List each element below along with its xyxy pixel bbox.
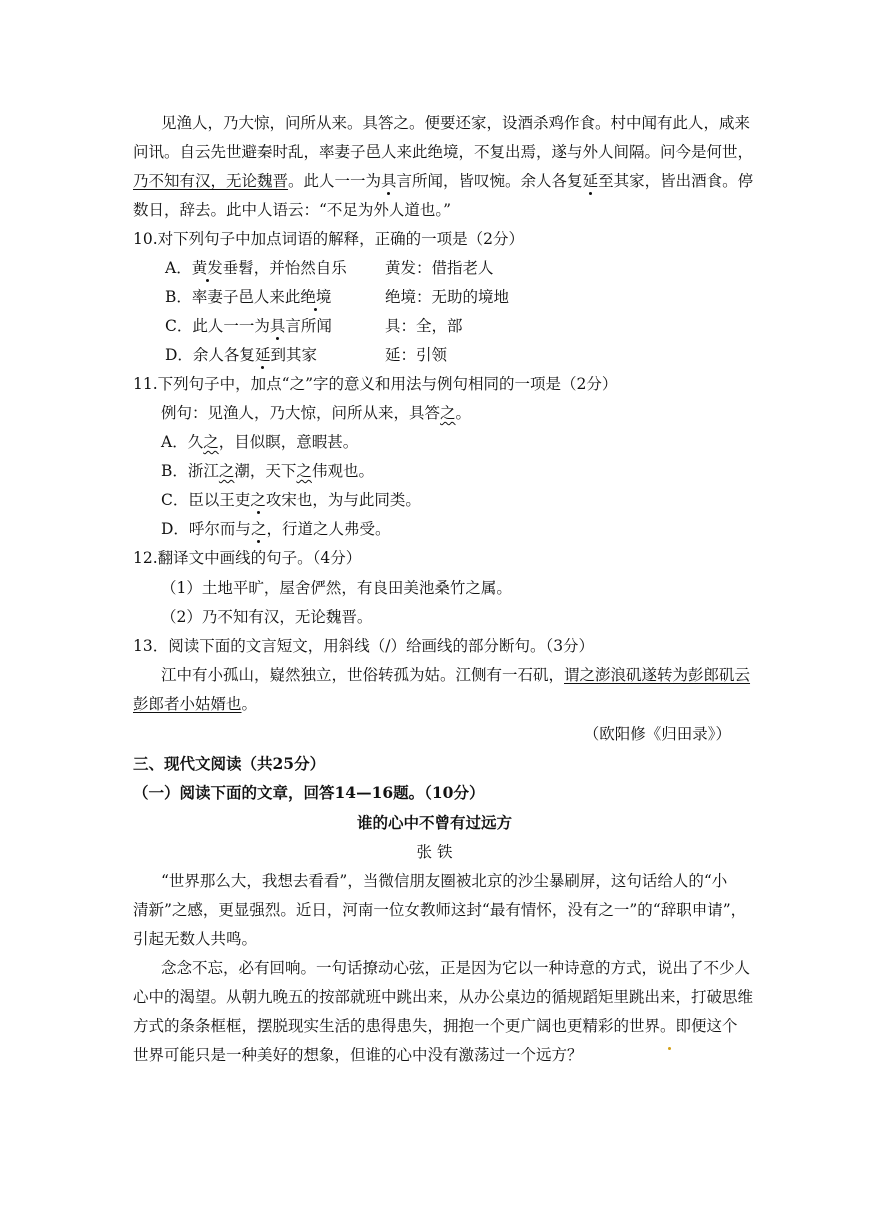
q10-option-b: B．率妻子邑人来此绝境: [165, 288, 332, 306]
article-p1-line-3: 引起无数人共鸣。: [133, 930, 258, 948]
q11-option-d: D．呼尔而与之，行道之人弗受。: [161, 520, 391, 538]
passage-line-1: 见渔人，乃大惊，问所从来。具答之。便要还家，设酒杀鸡作食。村中闻有此人，咸来: [161, 114, 751, 132]
q11-example: 例句：见渔人，乃大惊，问所从来，具答之。: [161, 404, 472, 422]
q11-option-b: B．浙江之潮，天下之伟观也。: [161, 462, 374, 480]
question-12-stem: 12.翻译文中画线的句子。（4分）: [133, 549, 362, 567]
q10-option-a: A．黄发垂髫，并怡然自乐: [165, 259, 347, 277]
passage-line-3: 乃不知有汉，无论魏晋。此人一一为具言所闻，皆叹惋。余人各复延至其家，皆出酒食。停: [133, 172, 754, 190]
section-3-subheading: （一）阅读下面的文章，回答14—16题。（10分）: [133, 783, 485, 802]
q13-source: （欧阳修《归田录》）: [583, 725, 731, 743]
q10-option-b-explanation: 绝境：无助的境地: [385, 288, 510, 306]
passage-line-4: 数日，辞去。此中人语云：“不足为外人道也。”: [133, 201, 452, 219]
article-p2-line-1: 念念不忘，必有回响。一句话撩动心弦，正是因为它以一种诗意的方式，说出了不少人: [161, 959, 751, 977]
q12-sentence-2: （2）乃不知有汉，无论魏晋。: [161, 608, 373, 626]
article-p2-line-2: 心中的渴望。从朝九晚五的按部就班中跳出来，从办公桌边的循规蹈矩里跳出来，打破思维: [133, 988, 754, 1006]
article-p2-line-3: 方式的条条框框，摆脱现实生活的患得患失，拥抱一个更广阔也更精彩的世界。即便这个: [133, 1017, 738, 1035]
dotted-word: 延: [582, 172, 599, 190]
q10-option-d: D．余人各复延到其家: [165, 346, 317, 364]
q10-option-c-explanation: 具：全，部: [385, 317, 463, 335]
q12-sentence-1: （1）土地平旷，屋舍俨然，有良田美池桑竹之属。: [161, 579, 512, 597]
question-10-stem: 10.对下列句子中加点词语的解释，正确的一项是（2分）: [133, 230, 525, 248]
q10-option-d-explanation: 延：引领: [385, 346, 448, 364]
passage-line-2: 问讯。自云先世避秦时乱，率妻子邑人来此绝境，不复出焉，遂与外人间隔。问今是何世，: [133, 143, 754, 161]
q10-option-a-explanation: 黄发：借指老人: [385, 259, 494, 277]
q13-text-line-2: 彭郎者小姑婿也。: [133, 695, 258, 713]
article-title: 谁的心中不曾有过远方: [356, 813, 512, 832]
section-3-heading: 三、现代文阅读（共25分）: [133, 754, 326, 773]
dotted-word: 具: [381, 172, 397, 190]
article-p2-line-4: 世界可能只是一种美好的想象，但谁的心中没有激荡过一个远方？: [133, 1046, 583, 1064]
article-p1-line-2: 清新”之感，更显强烈。近日，河南一位女教师这封“最有情怀，没有之一”的“辞职申请”，: [133, 901, 747, 919]
q11-option-a: A．久之，目似瞑，意暇甚。: [161, 433, 359, 451]
q11-option-c: C．臣以王吏之攻宋也，为与此同类。: [161, 491, 421, 509]
question-11-stem: 11.下列句子中，加点“之”字的意义和用法与例句相同的一项是（2分）: [133, 375, 618, 393]
stray-mark: [668, 1047, 671, 1050]
article-p1-line-1: “世界那么大，我想去看看”，当微信朋友圈被北京的沙尘暴刷屏，这句话给人的“小: [161, 872, 728, 890]
q13-text-line-1: 江中有小孤山，嶷然独立，世俗转孤为姑。江侧有一石矶，谓之澎浪矶遂转为彭郎矶云: [161, 666, 751, 684]
underlined-sentence: 乃不知有汉，无论魏晋: [133, 172, 289, 190]
question-13-stem: 13．阅读下面的文言短文，用斜线（/）给画线的部分断句。（3分）: [133, 637, 595, 655]
q10-option-c: C．此人一一为具言所闻: [165, 317, 332, 335]
article-author: 张 铁: [416, 843, 453, 861]
